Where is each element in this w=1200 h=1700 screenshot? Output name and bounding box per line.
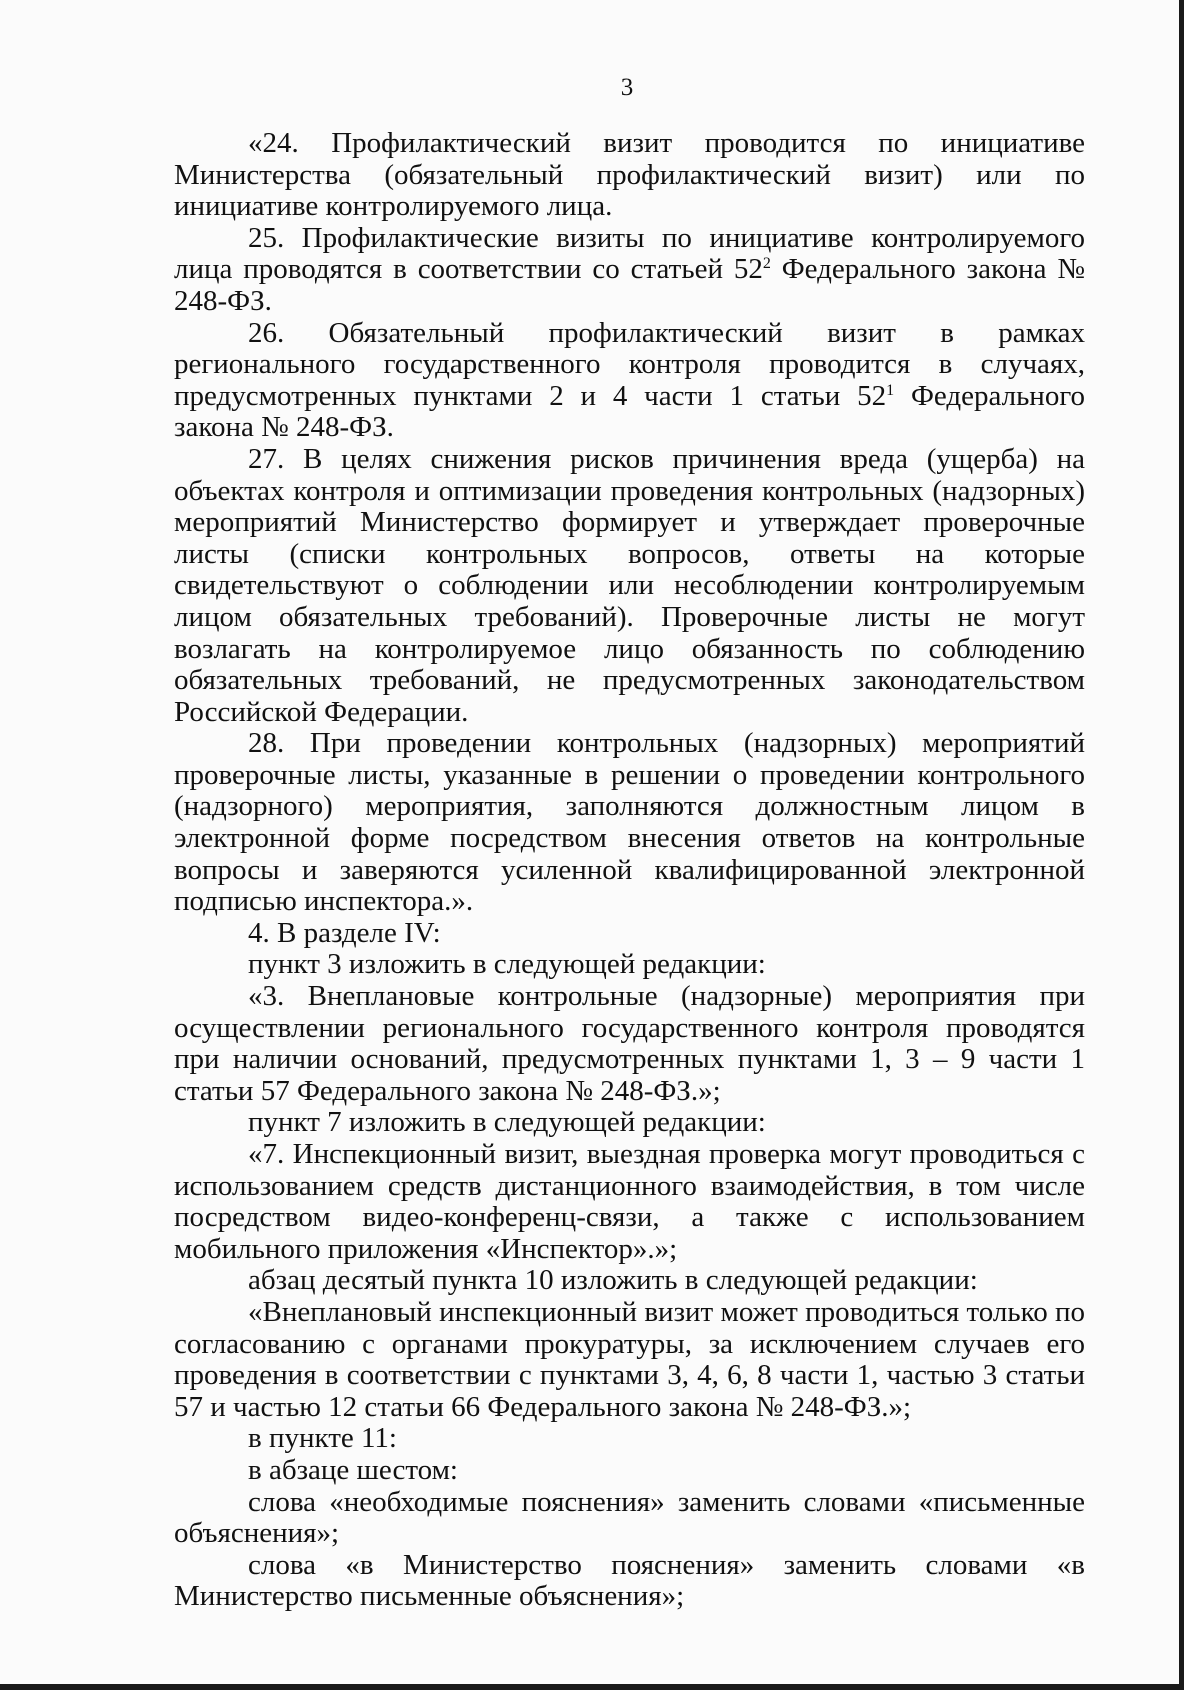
sixth-paragraph-heading: в абзаце шестом: xyxy=(248,1453,458,1486)
paragraph-24: «24. Профилактический визит проводится по инициативе Министерства (обязательный профилактический визит) или по инициативе контролируемого лица. xyxy=(174,127,1085,223)
paragraph-25-tail: Федерального закона № 248-ФЗ. xyxy=(174,253,1085,317)
paragraph-26-tail: Федерального закона № 248-ФЗ. xyxy=(174,379,1085,444)
section-4-heading: 4. В разделе IV: xyxy=(248,916,441,949)
replacement-2: слова «в Министерство пояснения» заменить словами «в Министерство письменные объяснения»; xyxy=(174,1548,1085,1613)
item-10-new-text: «Внеплановый инспекционный визит может проводиться только по согласованию с органами прокуратуры, за исключением случаев его проведения в соответствии с пунктами 3, 4, 6, 8 части 1, частью 3 статьи 57 и частью 12 статьи 66 Федерального закона № 248-ФЗ.»; xyxy=(174,1295,1085,1423)
superscript-2: 2 xyxy=(762,255,771,273)
item-7-new-text: «7. Инспекционный визит, выездная проверка могут проводиться с использованием средств дистанционного взаимодействия, в том числе посредством видео-конференц-связи, а также с использованием мобильного приложения «Инспектор».»; xyxy=(174,1138,1085,1265)
paragraph-26 xyxy=(174,318,1085,444)
document-body xyxy=(174,128,1085,1613)
paragraph-27: 27. В целях снижения рисков причинения вреда (ущерба) на объектах контроля и оптимизации проведения контрольных (надзорных) мероприятий Министерство формирует и утверждает проверочные листы (списки контрольных вопросов, ответы на которые свидетельствуют о соблюдении или несоблюдении контролируемым лицом обязательных требований). Проверочные листы не могут возлагать на контролируемое лицо обязанность по соблюдению обязательных требований, не предусмотренных законодательством Российской Федерации. xyxy=(174,442,1085,728)
superscript-1: 1 xyxy=(886,381,895,399)
item-10-instruction: абзац десятый пункта 10 изложить в следующей редакции: xyxy=(248,1264,978,1297)
item-7-instruction: пункт 7 изложить в следующей редакции: xyxy=(248,1106,766,1139)
item-3-new-text: «3. Внеплановые контрольные (надзорные) мероприятия при осуществлении регионального государственного контроля проводятся при наличии оснований, предусмотренных пунктами 1, 3 – 9 части 1 статьи 57 Федерального закона № 248-ФЗ.»; xyxy=(174,980,1085,1107)
page-number: 3 xyxy=(620,74,634,101)
paragraph-26-text: 26. Обязательный профилактический визит в рамках регионального государственного контроля проводится в случаях, предусмотренных пунктами 2 и 4 части 1 статьи 52 xyxy=(174,316,1085,412)
item-11-heading: в пункте 11: xyxy=(248,1422,397,1455)
paragraph-25 xyxy=(174,223,1085,318)
item-3-instruction: пункт 3 изложить в следующей редакции: xyxy=(248,948,766,981)
paragraph-28: 28. При проведении контрольных (надзорных) мероприятий проверочные листы, указанные в решении о проведении контрольного (надзорного) мероприятия, заполняются должностным лицом в электронной форме посредством внесения ответов на контрольные вопросы и заверяются усиленной квалифицированной электронной подписью инспектора.». xyxy=(174,727,1085,918)
replacement-1: слова «необходимые пояснения» заменить словами «письменные объяснения»; xyxy=(174,1485,1085,1550)
paragraph-25-text: 25. Профилактические визиты по инициативе контролируемого лица проводятся в соответствии со статьей 52 xyxy=(174,221,1085,286)
